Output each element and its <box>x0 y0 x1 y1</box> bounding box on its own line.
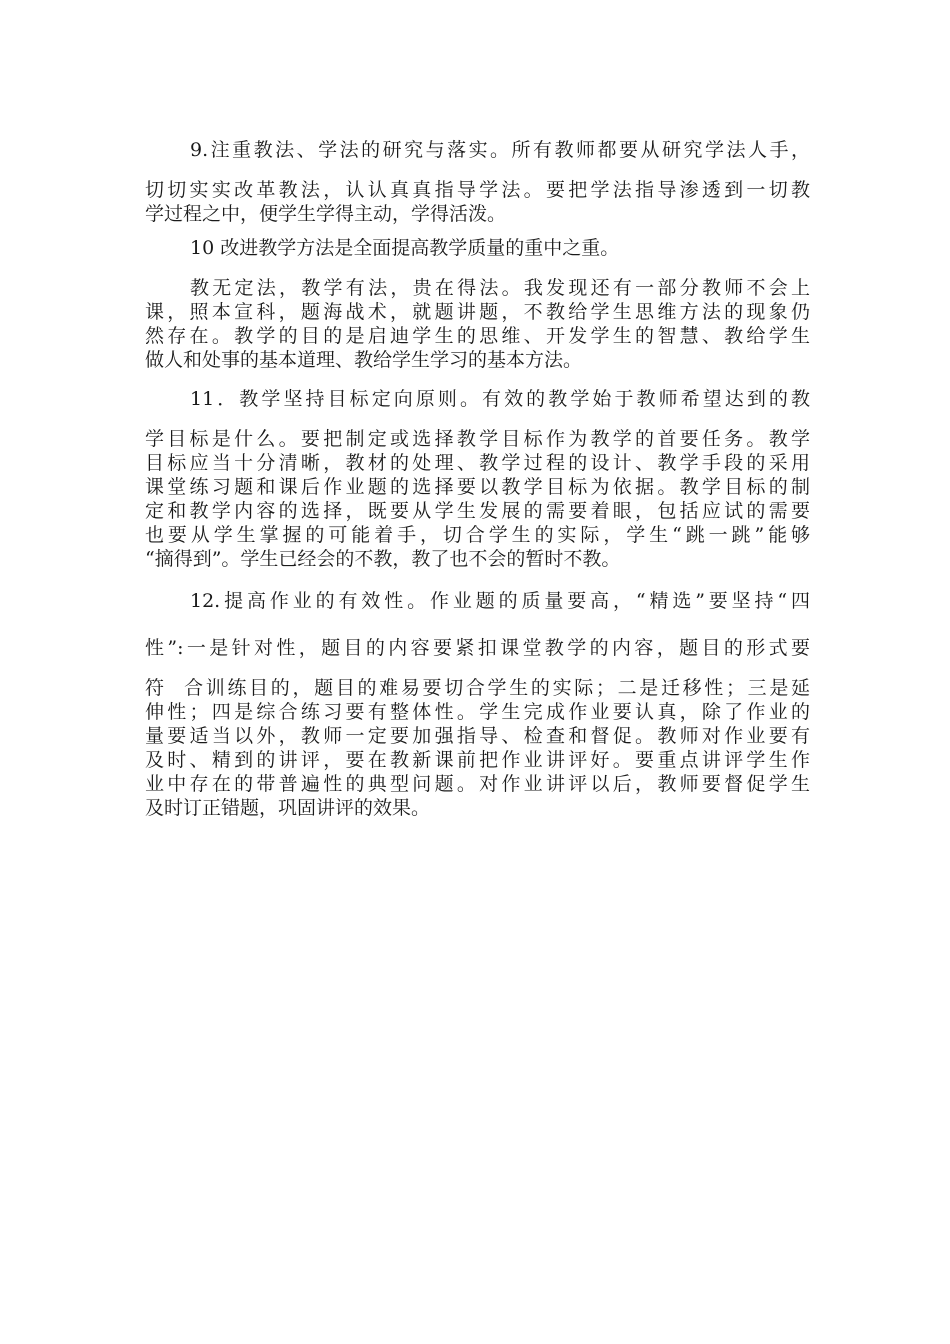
text-line: 目标应当十分清晰，教材的处理、教学过程的设计、教学手段的采用 <box>145 452 810 474</box>
text-line: 课堂练习题和课后作业题的选择要以教学目标为依据。教学目标的制 <box>145 476 810 498</box>
paragraph-10-body <box>145 276 810 372</box>
text-line: 定和教学内容的选择，既要从学生发展的需要着眼，包括应试的需要 <box>145 500 810 522</box>
text-line: 教无定法，教学有法，贵在得法。我发现还有一部分教师不会上 <box>190 277 810 299</box>
text-line: 及时订正错题，巩固讲评的效果。 <box>145 797 431 819</box>
paragraph-9-body <box>145 178 810 226</box>
text-line: 业中存在的带普遍性的典型问题。对作业讲评以后，教师要督促学生 <box>145 773 810 795</box>
paragraph-11-body <box>145 427 810 571</box>
paragraph-11-head <box>145 387 810 411</box>
paragraph-9-head <box>145 138 810 162</box>
paragraph-10-head <box>145 236 810 260</box>
paragraph-12-line2 <box>145 636 810 660</box>
paragraph-12-body <box>145 676 810 820</box>
text-line: 学目标是什么。要把制定或选择教学目标作为教学的首要任务。教学 <box>145 428 810 450</box>
text-line: 做人和处事的基本道理、教给学生学习的基本方法。 <box>145 349 583 371</box>
text-line: 11．教学坚持目标定向原则。有效的教学始于教师希望达到的教 <box>190 388 810 410</box>
text-line: 切切实实改革教法，认认真真指导学法。要把学法指导渗透到一切教 <box>145 179 810 201</box>
text-line: 性”:一是针对性，题目的内容要紧扣课堂教学的内容，题目的形式要 <box>145 637 810 659</box>
text-line: 9.注重教法、学法的研究与落实。所有教师都要从研究学法人手， <box>190 139 810 161</box>
text-line: 10 改进教学方法是全面提高教学质量的重中之重。 <box>190 237 620 259</box>
text-line: 伸性；四是综合练习要有整体性。学生完成作业要认真，除了作业的 <box>145 701 810 723</box>
text-line: 12.提高作业的有效性。作业题的质量要高，“精选”要坚持“四 <box>190 590 810 612</box>
text-line: 及时、精到的讲评，要在教新课前把作业讲评好。要重点讲评学生作 <box>145 749 810 771</box>
text-line: 符 合训练目的，题目的难易要切合学生的实际；二是迁移性；三是延 <box>145 677 810 699</box>
text-line: 量要适当以外，教师一定要加强指导、检查和督促。教师对作业要有 <box>145 725 810 747</box>
text-line: 课，照本宣科，题海战术，就题讲题，不教给学生思维方法的现象仍 <box>145 301 810 323</box>
text-line: 也要从学生掌握的可能着手，切合学生的实际，学生“跳一跳”能够 <box>145 524 810 546</box>
text-line: “摘得到”。学生已经会的不教，教了也不会的暂时不教。 <box>145 548 621 570</box>
paragraph-12-head <box>145 589 810 613</box>
text-line: 学过程之中，便学生学得主动，学得活泼。 <box>145 203 507 225</box>
text-line: 然存在。教学的目的是启迪学生的思维、开发学生的智慧、教给学生 <box>145 325 810 347</box>
